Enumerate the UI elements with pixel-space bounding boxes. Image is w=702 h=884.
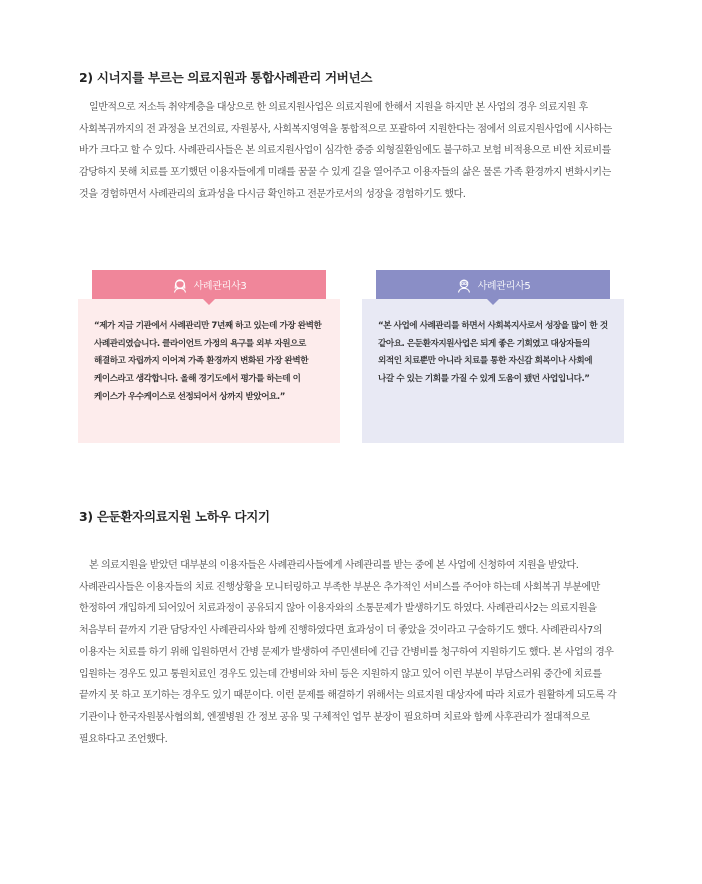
section-3-paragraph: 본 의료지원을 받았던 대부분의 이용자들은 사례관리사들에게 사례관리를 받는 중에 본 사업에 신청하여 지원을 받았다. 사례관리사들은 이용자들의 치료 진행상황을 모니터링하고 부족한 부분은 추가적인 서비스를 주어야 하는데 사회복귀 부분에만 한정하여 개입하게 되어있어 치료과정이 공유되지 않아 이용자와의 소통문제가 발생하기도 하였다. 사례관리사2는 의료지원을 처음부터 끝까지 기관 담당자인 사례관리사와 함께 진행하였다면 효과성이 더 좋았을 것이라고 구술하기도 했다. 사례관리사7의 이용자는 치료를 하기 위해 입원하면서 간병 문제가 발생하여 주민센터에 긴급 간병비를 청구하여 지원하기도 했다. 본 사업의 경우 입원하는 경우도 있고 통원치료인 경우도 있는데 간병비와 차비 등은 지원하지 않고 있어 이런 부분이 부담스러워 중간에 치료를 끝까지 못 하고 포기하는 경우도 있기 때문이다. 이런 문제를 해결하기 위해서는 의료지원 대상자에 따라 치료가 원활하게 되도록 각 기관이나 한국자원봉사협의회, 엔젤병원 간 정보 공유 및 구체적인 업무 분장이 필요하며 치료와 함께 사후관리가 절대적으로 필요하다고 조언했다. [79,560,617,745]
header-pointer [487,299,499,305]
quote-card-case-manager-5 [362,270,624,443]
header-pointer [203,299,215,305]
section-3-title: 3) 은둔환자의료지원 노하우 다지기 [79,509,270,524]
quote-text: “본 사업에 사례관리를 하면서 사회복지사로서 성장을 많이 한 것 같아요. 은둔환자지원사업은 되게 좋은 기회였고 대상자들의 외적인 치료뿐만 아니라 치료를 통한 자신감 회복이나 사회에 나갈 수 있는 기회를 가질 수 있게 도움이 됐던 사업입니다.” [362,299,624,443]
quote-speaker: 사례관리사3 [193,281,247,292]
quote-card-header [376,270,610,299]
female-person-icon [172,277,188,293]
quote-text: “제가 지금 기관에서 사례관리만 7년째 하고 있는데 가장 완벽한 사례관리였습니다. 클라이언트 가정의 욕구를 외부 자원으로 해결하고 자립까지 이어져 가족 환경까지 변화된 가장 완벽한 케이스라고 생각합니다. 올해 경기도에서 평가를 하는데 이 케이스가 우수케이스로 선정되어서 상까지 받았어요.” [78,299,340,443]
male-person-icon [456,277,472,293]
section-2-title: 2) 시너지를 부르는 의료지원과 통합사례관리 거버넌스 [79,70,373,85]
quote-card-header [92,270,326,299]
section-2-paragraph: 일반적으로 저소득 취약계층을 대상으로 한 의료지원사업은 의료지원에 한해서 지원을 하지만 본 사업의 경우 의료지원 후 사회복귀까지의 전 과정을 보건의료, 자원봉사, 사회복지영역을 통합적으로 포괄하여 지원한다는 점에서 의료지원사업에 시사하는 바가 크다고 할 수 있다. 사례관리사들은 본 의료지원사업이 심각한 중증 외형질환임에도 불구하고 보험 비적용으로 비싼 치료비를 감당하지 못해 치료를 포기했던 이용자들에게 미래를 꿈꿀 수 있게 길을 열어주고 이용자들의 삶은 물론 가족 환경까지 변화시키는 것을 경험하면서 사례관리의 효과성을 다시금 확인하고 전문가로서의 성장을 경험하기도 했다. [79,102,612,200]
quote-card-case-manager-3 [78,270,340,443]
quote-speaker: 사례관리사5 [477,281,531,292]
